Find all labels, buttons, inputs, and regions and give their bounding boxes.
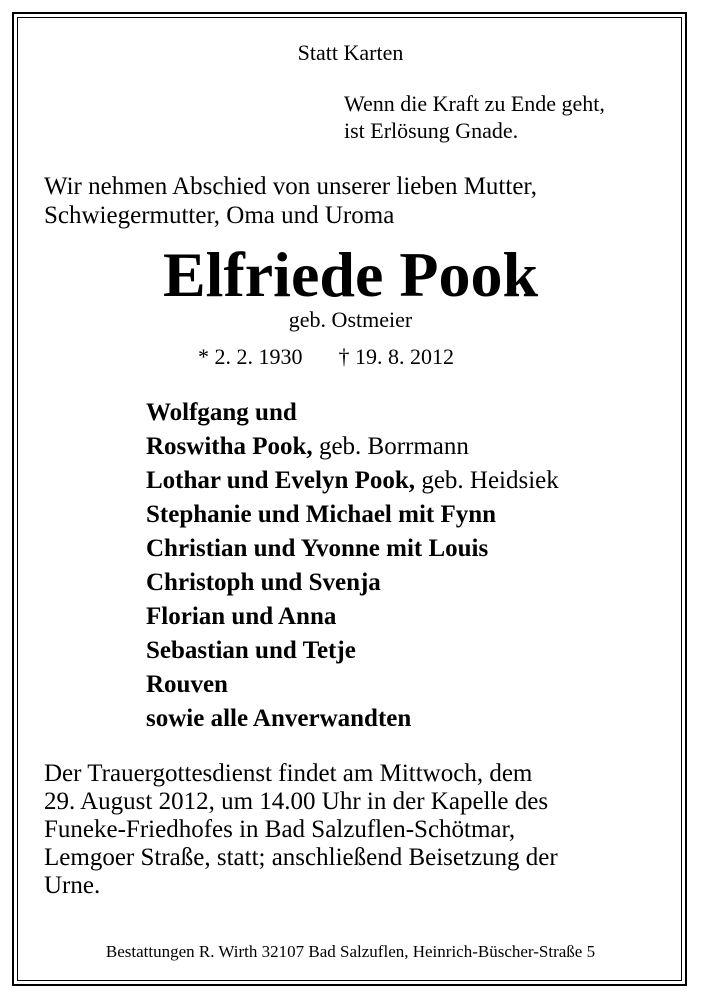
family-line: Stephanie und Michael mit Fynn <box>146 501 497 528</box>
service-info <box>44 760 558 900</box>
service-line: Der Trauergottesdienst findet am Mittwoch, dem <box>44 760 533 787</box>
family-name-bold: Lothar und Evelyn Pook, <box>146 467 416 494</box>
maiden-name: geb. Ostmeier <box>288 307 413 332</box>
family-line: Christoph und Svenja <box>146 569 381 596</box>
quote-line: Wenn die Kraft zu Ende geht, <box>344 91 605 116</box>
intro-line: Schwiegermutter, Oma und Uroma <box>44 202 395 229</box>
deceased-name: Elfriede Pook <box>162 239 539 310</box>
quote-line: ist Erlösung Gnade. <box>344 118 519 143</box>
family-line: Sebastian und Tetje <box>146 637 356 664</box>
family-line: Florian und Anna <box>146 603 337 630</box>
death-date: † 19. 8. 2012 <box>338 344 454 369</box>
family-list <box>146 396 559 736</box>
header-note: Statt Karten <box>297 40 404 65</box>
family-line: Wolfgang und <box>146 399 297 426</box>
intro-text <box>44 172 537 230</box>
service-line: Funeke-Friedhofes in Bad Salzuflen-Schötmar, <box>44 816 516 843</box>
family-line: Rouven <box>146 671 228 698</box>
life-dates <box>198 344 454 370</box>
family-line <box>146 430 559 464</box>
family-name-rest: geb. Heidsiek <box>415 467 559 494</box>
service-line: Lemgoer Straße, statt; anschließend Beisetzung der <box>44 844 558 871</box>
family-name-rest: geb. Borrmann <box>312 433 469 460</box>
intro-line: Wir nehmen Abschied von unserer lieben Mutter, <box>44 173 537 200</box>
service-line: Urne. <box>44 872 101 899</box>
family-line: sowie alle Anverwandten <box>146 705 412 732</box>
quote <box>344 90 605 144</box>
family-line: Christian und Yvonne mit Louis <box>146 535 489 562</box>
family-line <box>146 464 559 498</box>
family-name-bold: Roswitha Pook, <box>146 433 313 460</box>
birth-date: * 2. 2. 1930 <box>198 344 303 369</box>
service-line: 29. August 2012, um 14.00 Uhr in der Kapelle des <box>44 788 549 815</box>
funeral-home-footer: Bestattungen R. Wirth 32107 Bad Salzuflen, Heinrich-Büscher-Straße 5 <box>105 942 596 961</box>
